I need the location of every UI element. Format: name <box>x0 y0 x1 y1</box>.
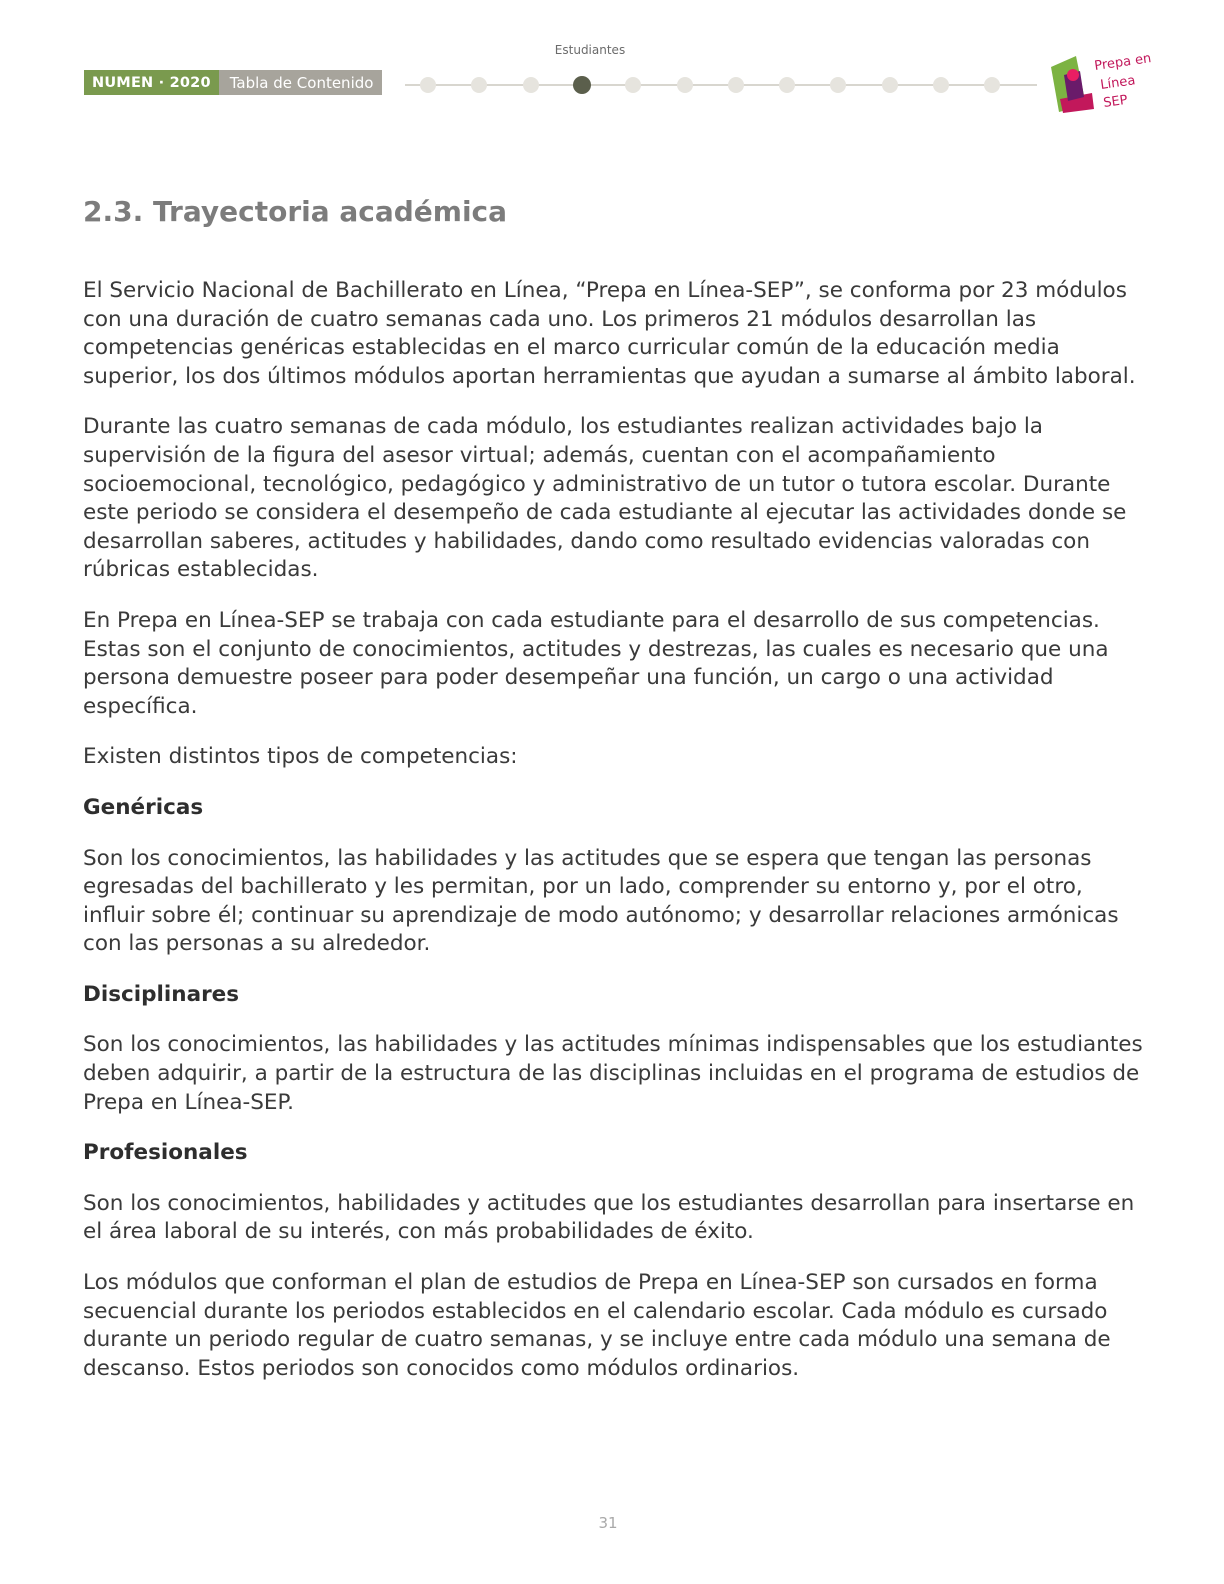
svg-text:Línea: Línea <box>1099 73 1137 93</box>
progress-dot-2[interactable] <box>471 77 487 93</box>
section-label: Estudiantes <box>554 43 626 57</box>
progress-dots <box>405 75 1037 95</box>
progress-dot-6[interactable] <box>677 77 693 93</box>
prepa-en-linea-sep-logo <box>1048 51 1153 115</box>
section-progress-indicator <box>405 75 1037 95</box>
table-of-contents-link[interactable]: Tabla de Contenido <box>219 70 383 95</box>
progress-dot-1[interactable] <box>420 77 436 93</box>
intro-paragraph-2: Durante las cuatro semanas de cada módulo, los estudiantes realizan actividades bajo la supervisión de la figura del asesor virtual; además, cuentan con el acompañamiento socioemocional, tecnológico, pedagógico y administrativo de un tutor o tutora escolar. Durante este periodo se considera el desempeño de cada estudiante al ejecutar las actividades donde se desarrollan saberes, actitudes y habilidades, dando como resultado evidencias valoradas con rúbricas establecidas. <box>83 414 1127 583</box>
svg-text:SEP: SEP <box>1102 92 1129 111</box>
intro-paragraph-1: El Servicio Nacional de Bachillerato en Línea, “Prepa en Línea-SEP”, se conforma por 23 módulos con una duración de cuatro semanas cada uno. Los primeros 21 módulos desarrollan las competencias genéricas establecidas en el marco curricular común de la educación media superior, los dos últimos módulos aportan herramientas que ayudan a sumarse al ámbito laboral. <box>83 278 1136 389</box>
header-bar <box>84 70 382 95</box>
progress-dot-9[interactable] <box>830 77 846 93</box>
progress-dot-5[interactable] <box>625 77 641 93</box>
progress-dot-3[interactable] <box>523 77 539 93</box>
competency-title-genericas: Genéricas <box>83 794 204 820</box>
competency-text-genericas: Son los conocimientos, las habilidades y las actitudes que se espera que tengan las personas egresadas del bachillerato y les permitan, por un lado, comprender su entorno y, por el otro, influir sobre él; continuar su aprendizaje de modo autónomo; y desarrollar relaciones armónicas con las personas a su alrededor. <box>83 845 1119 957</box>
competency-text-disciplinares: Son los conocimientos, las habilidades y las actitudes mínimas indispensables que los estudiantes deben adquirir, a partir de la estructura de las disciplinas incluidas en el programa de estudios de Prepa en Línea-SEP. <box>83 1032 1143 1115</box>
progress-dot-12[interactable] <box>984 77 1000 93</box>
page-heading: 2.3. Trayectoria académica <box>83 195 508 228</box>
competency-title-disciplinares: Disciplinares <box>83 981 240 1007</box>
competency-title-profesionales: Profesionales <box>83 1140 248 1166</box>
intro-paragraph-3: En Prepa en Línea-SEP se trabaja con cada estudiante para el desarrollo de sus competencias. Estas son el conjunto de conocimientos, actitudes y destrezas, las cuales es necesario que una persona demuestre poseer para poder desempeñar una función, un cargo o una actividad específica. <box>83 607 1109 719</box>
page-number: 31 <box>598 1514 618 1532</box>
progress-dot-4[interactable] <box>573 76 591 94</box>
brand-label: NUMEN · 2020 <box>84 70 219 95</box>
main-content <box>83 277 1143 1405</box>
progress-dot-11[interactable] <box>933 77 949 93</box>
closing-paragraph: Los módulos que conforman el plan de estudios de Prepa en Línea-SEP son cursados en forma secuencial durante los periodos establecidos en el calendario escolar. Cada módulo es cursado durante un periodo regular de cuatro semanas, y se incluye entre cada módulo una semana de descanso. Estos periodos son conocidos como módulos ordinarios. <box>83 1270 1111 1381</box>
progress-dot-10[interactable] <box>882 77 898 93</box>
competency-text-profesionales: Son los conocimientos, habilidades y actitudes que los estudiantes desarrollan para insertarse en el área laboral de su interés, con más probabilidades de éxito. <box>83 1190 1135 1245</box>
progress-dot-7[interactable] <box>728 77 744 93</box>
svg-text:Prepa en: Prepa en <box>1093 51 1153 74</box>
intro-paragraph-4: Existen distintos tipos de competencias: <box>83 744 518 770</box>
progress-dot-8[interactable] <box>779 77 795 93</box>
